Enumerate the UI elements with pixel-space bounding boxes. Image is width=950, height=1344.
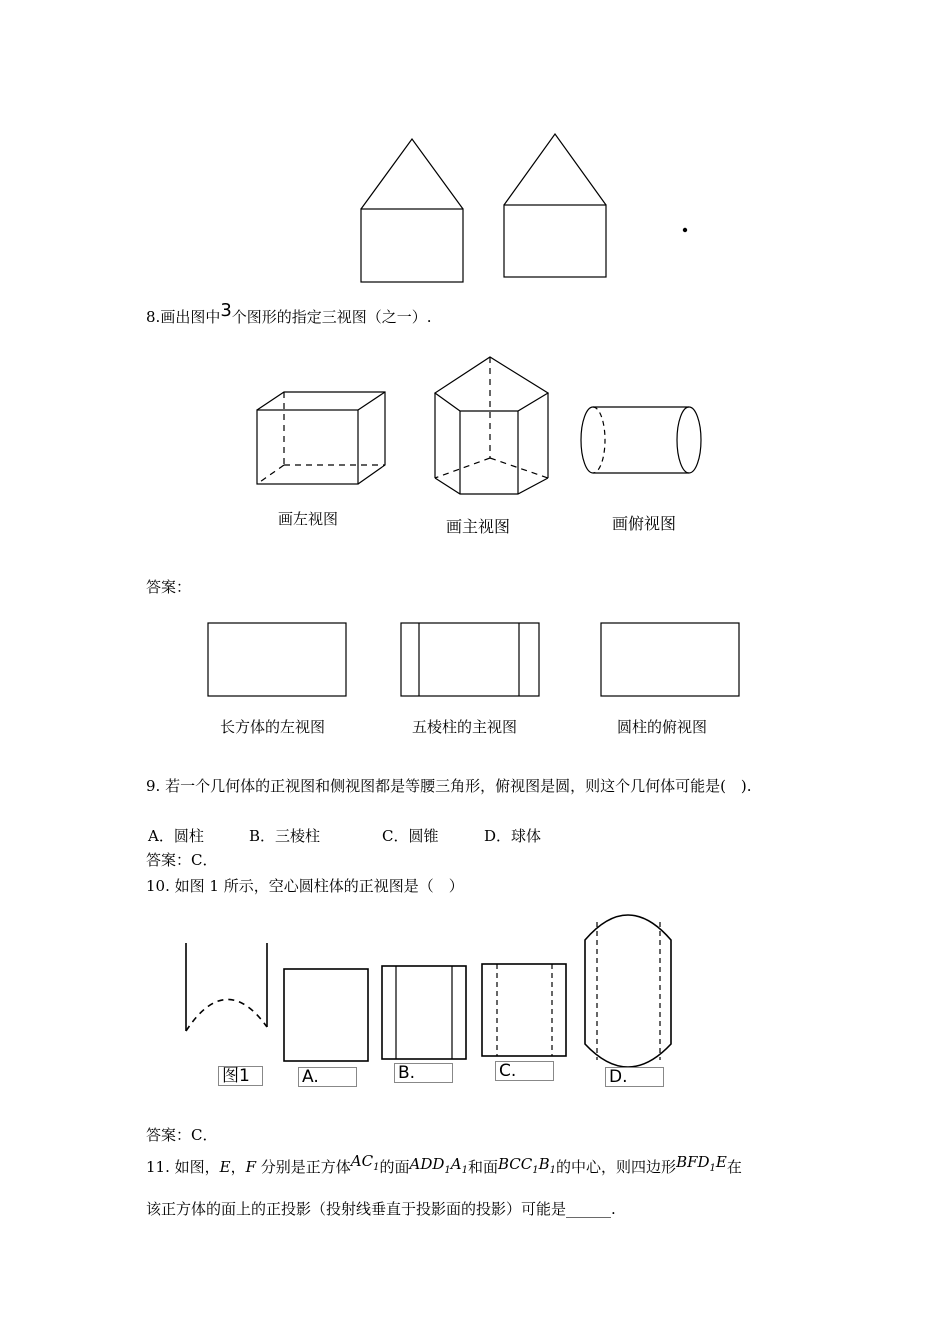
q11-prefix: 11. 如图， (146, 1158, 220, 1176)
q11-cube-ac1 (350, 1152, 380, 1173)
q8-count: 3 (220, 300, 232, 321)
q10-answer: 答案：C． (146, 1126, 218, 1144)
q11-text-center: 的中心，则四边形 (556, 1158, 677, 1176)
q11-face-bcc1b1: $BCC_1B_1$ (498, 1155, 557, 1176)
q11-face-add1a1-sub2: 1 (461, 1165, 468, 1176)
q8-text-before: 画出图中 (160, 308, 221, 326)
q11-point-e: E (219, 1158, 231, 1176)
q11-point-f: F (245, 1158, 257, 1176)
q9-text: 9. 若一个几何体的正视图和侧视图都是等腰三角形，俯视图是圆，则这个几何体可能是( ). (146, 777, 752, 795)
q9-option-d: D．球体 (484, 827, 542, 845)
q9-answer: 答案：C． (146, 851, 218, 869)
q11-quad-bfd1e-sub: 1 (709, 1163, 716, 1174)
figure-1-hollow-cylinder (186, 943, 267, 1031)
caption-prism-front-view: 五棱柱的主视图 (412, 718, 518, 736)
option-c-figure (482, 964, 566, 1056)
caption-cuboid-left-view: 长方体的左视图 (220, 718, 326, 736)
q9-option-c: C．圆锥 (382, 827, 439, 845)
q11-quad-bfd1e-main: BFD (676, 1153, 710, 1171)
q11-separator: ， (230, 1158, 246, 1176)
q11-text-cube: 分别是正方体 (256, 1158, 351, 1176)
q11-line-1 (146, 1152, 742, 1179)
q8-answer-label: 答案： (146, 578, 192, 596)
q11-face-bcc1b1-sub2: 1 (549, 1165, 557, 1176)
q11-face-bcc1b1-sub1: 1 (532, 1165, 539, 1176)
option-b-label: B. (394, 1063, 453, 1083)
q11-text-and-face: 和面 (467, 1158, 498, 1176)
q11-text-face: 的面 (379, 1158, 410, 1176)
q11-face-add1a1: $ADD_1A_1$ (409, 1155, 468, 1176)
q11-text-on: 在 (726, 1158, 742, 1176)
option-d-label: D. (605, 1067, 664, 1087)
q11-line-2: 该正方体的面上的正投影（投射线垂直于投影面的投影）可能是______. (146, 1200, 616, 1218)
label-draw-left-view: 画左视图 (278, 510, 339, 528)
q9-option-a: A．圆柱 (148, 827, 204, 845)
option-a-figure (284, 969, 368, 1061)
figure-1-label: 图1 (218, 1066, 263, 1086)
q10-text: 10. 如图 1 所示，空心圆柱体的正视图是（ ） (146, 877, 464, 895)
q11-cube-ac1-main: AC (350, 1152, 374, 1170)
q11-face-add1a1-sub1: 1 (444, 1165, 451, 1176)
q8-number: 8. (146, 308, 161, 326)
option-c-label: C. (495, 1061, 554, 1081)
label-draw-top-view: 画俯视图 (612, 514, 677, 533)
q11-face-bcc1b1-main: BCC (498, 1155, 533, 1173)
q11-quad-bfd1e: $BFD_1E$ (676, 1153, 727, 1174)
q8-text-after: 个图形的指定三视图（之一）. (231, 308, 432, 326)
q9-option-b: B．三棱柱 (249, 827, 321, 845)
caption-cylinder-top-view: 圆柱的俯视图 (617, 718, 708, 736)
q11-face-add1a1-main: ADD (409, 1155, 445, 1173)
option-d-figure (585, 915, 671, 1067)
label-draw-front-view: 画主视图 (446, 517, 511, 536)
q11-cube-ac1-sub: 1 (373, 1162, 380, 1173)
option-a-label: A. (298, 1067, 357, 1087)
option-b-figure (382, 966, 466, 1059)
